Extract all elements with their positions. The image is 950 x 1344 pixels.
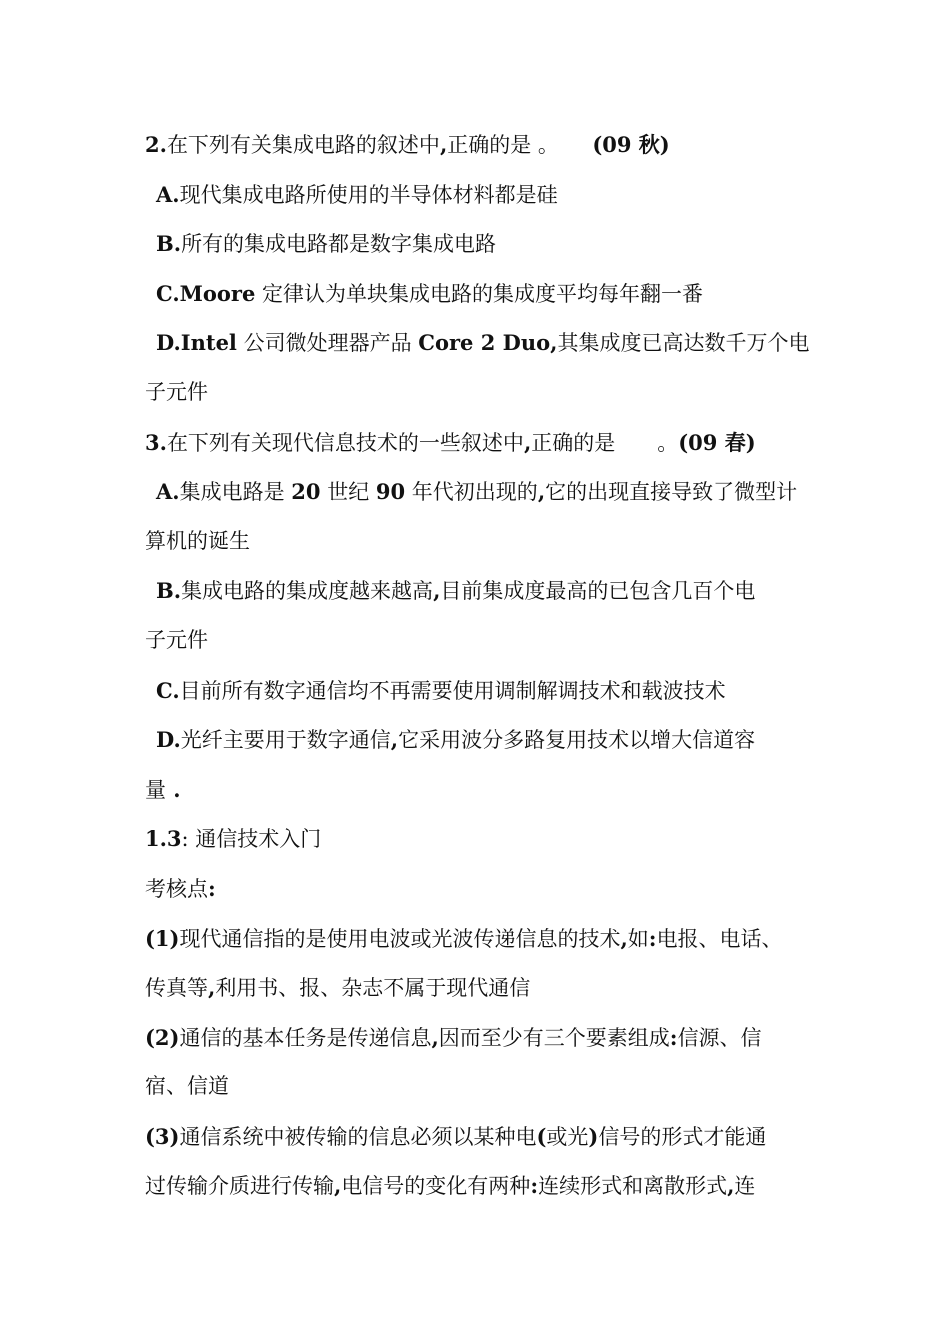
section-heading: 1.3: 通信技术入门 <box>145 826 322 852</box>
q3-option-d: D.光纤主要用于数字通信,它采用波分多路复用技术以增大信道容 <box>156 727 756 753</box>
point-3-continued: 过传输介质进行传输,电信号的变化有两种:连续形式和离散形式,连 <box>145 1173 756 1199</box>
q2-option-d-continued: 子元件 <box>145 379 208 404</box>
q2-option-c: C.Moore 定律认为单块集成电路的集成度平均每年翻一番 <box>156 280 704 306</box>
q3-option-b-continued: 子元件 <box>145 627 208 652</box>
q3-option-c: C.目前所有数字通信均不再需要使用调制解调技术和载波技术 <box>156 677 726 703</box>
kaohedian-label: 考核点: <box>145 875 216 901</box>
document-page <box>145 120 815 1211</box>
point-3: (3)通信系统中被传输的信息必须以某种电(或光)信号的形式才能通 <box>145 1123 767 1149</box>
q2-option-a: A.现代集成电路所使用的半导体材料都是硅 <box>156 181 558 207</box>
point-1-continued: 传真等,利用书、报、杂志不属于现代通信 <box>145 975 531 1001</box>
q2-stem: 2.在下列有关集成电路的叙述中,正确的是 。 (09 秋) <box>145 132 670 157</box>
point-1: (1)现代通信指的是使用电波或光波传递信息的技术,如:电报、电话、 <box>145 925 783 951</box>
q3-tag: (09 春) <box>678 429 756 455</box>
point-2-continued: 宿、信道 <box>145 1074 229 1099</box>
q2-tag: (09 秋) <box>592 132 670 157</box>
q3-option-d-continued: 量 . <box>145 776 181 802</box>
q3-stem: 3.在下列有关现代信息技术的一些叙述中,正确的是 。(09 春) <box>145 429 756 455</box>
point-2: (2)通信的基本任务是传递信息,因而至少有三个要素组成:信源、信 <box>145 1024 762 1050</box>
q2-option-b: B.所有的集成电路都是数字集成电路 <box>156 231 497 257</box>
q3-option-b: B.集成电路的集成度越来越高,目前集成度最高的已包含几百个电 <box>156 578 756 604</box>
q3-option-a-continued: 算机的诞生 <box>145 528 250 553</box>
q2-option-d: D.Intel 公司微处理器产品 Core 2 Duo,其集成度已高达数千万个电 <box>156 330 810 356</box>
q3-option-a: A.集成电路是 20 世纪 90 年代初出现的,它的出现直接导致了微型计 <box>156 479 798 505</box>
